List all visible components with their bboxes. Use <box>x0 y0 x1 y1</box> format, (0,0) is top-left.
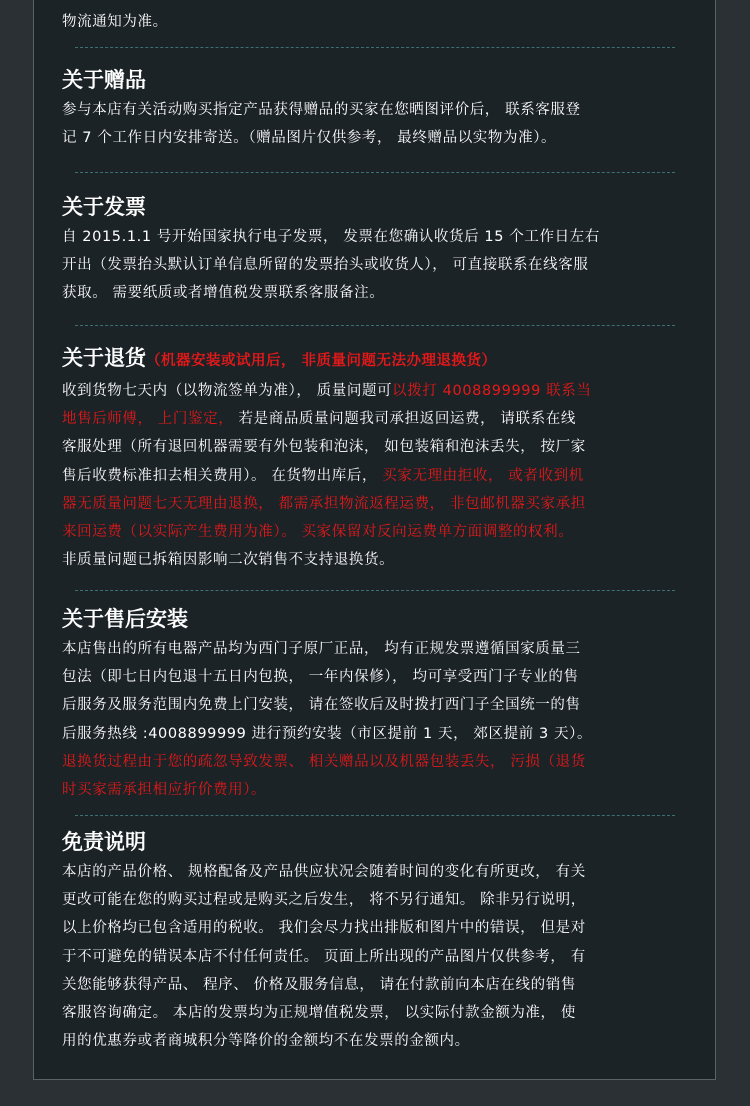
text-line <box>62 223 702 251</box>
body-text: 本店的产品价格、 规格配备及产品供应状况会随着时间的变化有所更改， 有关 <box>62 864 586 880</box>
highlight-text: 器无质量问题七天无理由退换， 都需承担物流返程运费， 非包邮机器买家承担 <box>62 495 586 512</box>
text-line <box>62 546 702 574</box>
body-text: 以上价格均已包含适用的税收。 我们会尽力找出排版和图片中的错误， 但是对 <box>62 920 586 937</box>
body-text: 后服务热线 :4008899999 进行预约安装（市区提前 1 天， 郊区提前 3 天）。 <box>62 725 593 742</box>
section-gifts <box>62 66 702 152</box>
section-title: 关于退货（机器安装或试用后， 非质量问题无法办理退换货） <box>62 346 497 370</box>
body-text: 获取。 需要纸质或者增值税发票联系客服备注。 <box>62 285 385 302</box>
text-line <box>62 635 702 663</box>
returns-warning: （机器安装或试用后， 非质量问题无法办理退换货） <box>146 353 497 369</box>
body-text: 物流通知为准。 <box>62 14 168 30</box>
highlight-text: 来回运费（以实际产生费用为准）。 买家保留对反向运费单方面调整的权利。 <box>62 524 574 541</box>
text-line <box>62 943 702 971</box>
text-line <box>62 776 702 804</box>
text-line <box>62 886 702 914</box>
section-returns <box>62 344 702 574</box>
text-line <box>62 971 702 999</box>
highlight-text: 时买家需承担相应折价费用）。 <box>62 782 267 799</box>
text-line <box>62 663 702 691</box>
text-line <box>62 433 702 461</box>
body-text: 于不可避免的错误本店不付任何责任。 页面上所出现的产品图片仅供参考， 有 <box>62 948 586 965</box>
body-text: 关您能够获得产品、 程序、 价格及服务信息， 请在付款前向本店在线的销售 <box>62 976 576 993</box>
body-text: 后服务及服务范围内免费上门安装， 请在签收后及时拨打西门子全国统一的售 <box>62 697 581 714</box>
body-text: 客服处理（所有退回机器需要有外包装和泡沫， 如包装箱和泡沫丢失， 按厂家 <box>62 439 586 456</box>
highlight-text: 退换货过程由于您的疏忽导致发票、 相关赠品以及机器包装丢失， 污损（退货 <box>62 753 586 770</box>
highlight-text: 地售后师傅， 上门鉴定， <box>62 411 234 428</box>
section-body <box>62 96 702 152</box>
intro-block <box>62 8 702 36</box>
body-text: 收到货物七天内（以物流签单为准）， 质量问题可 <box>62 383 393 399</box>
divider <box>75 325 675 326</box>
text-line <box>62 96 702 124</box>
text-line <box>62 1027 702 1055</box>
section-title: 关于发票 <box>62 195 146 219</box>
body-text: 本店售出的所有电器产品均为西门子原厂正品， 均有正规发票遵循国家质量三 <box>62 641 581 657</box>
divider <box>75 172 675 173</box>
section-body <box>62 858 702 1055</box>
text-line <box>62 279 702 307</box>
section-body <box>62 377 702 574</box>
divider <box>75 590 675 591</box>
text-line <box>62 748 702 776</box>
highlight-text: 买家无理由拒收， 或者收到机 <box>382 467 584 484</box>
body-text: 非质量问题已拆箱因影响二次销售不支持退换货。 <box>62 552 395 569</box>
section-title: 关于赠品 <box>62 68 146 92</box>
highlight-text: 以拨打 4008899999 联系当 <box>392 383 592 399</box>
text-line <box>62 490 702 518</box>
section-disclaimer <box>62 828 702 1055</box>
text-line <box>62 124 702 152</box>
divider <box>75 47 675 48</box>
text-line <box>62 691 702 719</box>
text-line <box>62 518 702 546</box>
intro-text <box>62 8 702 36</box>
body-text: 参与本店有关活动购买指定产品获得赠品的买家在您晒图评价后， 联系客服登 <box>62 102 581 118</box>
body-text: 自 2015.1.1 号开始国家执行电子发票， 发票在您确认收货后 15 个工作日左右 <box>62 229 600 245</box>
body-text: 用的优惠券或者商城积分等降价的金额均不在发票的金额内。 <box>62 1033 470 1050</box>
section-invoice <box>62 193 702 308</box>
text-line <box>62 377 702 405</box>
body-text: 记 7 个工作日内安排寄送。（赠品图片仅供参考， 最终赠品以实物为准）。 <box>62 130 557 147</box>
text-line <box>62 914 702 942</box>
text-line <box>62 251 702 279</box>
body-text: 包法（即七日内包退十五日内包换， 一年内保修）， 均可享受西门子专业的售 <box>62 669 579 686</box>
text-line <box>62 405 702 433</box>
body-text: 开出（发票抬头默认订单信息所留的发票抬头或收货人）， 可直接联系在线客服 <box>62 257 589 274</box>
divider <box>75 815 675 816</box>
section-body <box>62 635 702 804</box>
body-text: 售后收费标准扣去相关费用）。 在货物出库后， <box>62 467 383 484</box>
text-line <box>62 720 702 748</box>
body-text: 更改可能在您的购买过程或是购买之后发生， 将不另行通知。 除非另行说明， <box>62 892 586 909</box>
body-text: 若是商品质量问题我司承担返回运费， 请联系在线 <box>233 411 576 428</box>
section-title: 免责说明 <box>62 830 146 854</box>
section-title: 关于售后安装 <box>62 607 188 631</box>
body-text: 客服咨询确定。 本店的发票均为正规增值税发票， 以实际付款金额为准， 使 <box>62 1005 576 1022</box>
text-line <box>62 8 702 36</box>
section-body <box>62 223 702 308</box>
text-line <box>62 999 702 1027</box>
text-line <box>62 858 702 886</box>
text-line <box>62 462 702 490</box>
section-installation <box>62 605 702 804</box>
